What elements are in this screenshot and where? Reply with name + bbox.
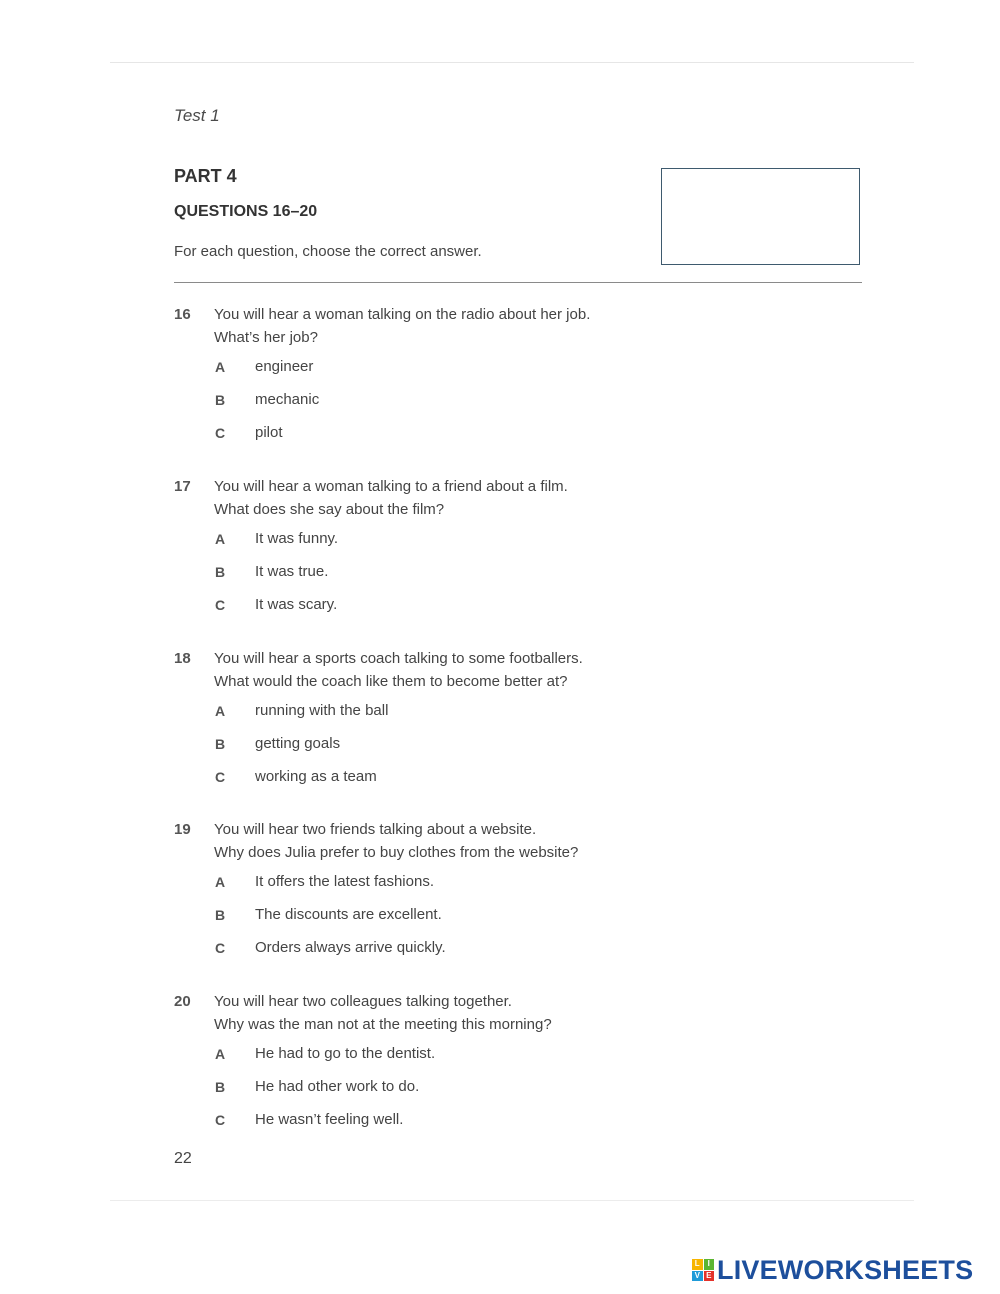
brand-name: LIVEWORKSHEETS xyxy=(717,1254,974,1285)
option-text[interactable]: getting goals xyxy=(255,735,341,752)
option-text[interactable]: mechanic xyxy=(255,391,320,408)
question-prompt: You will hear a sports coach talking to some footballers. xyxy=(214,650,583,667)
instructions: For each question, choose the correct answer. xyxy=(174,243,482,260)
page-number: 22 xyxy=(174,1150,192,1167)
option-text[interactable]: It was scary. xyxy=(255,596,338,613)
option-text[interactable]: He had to go to the dentist. xyxy=(255,1045,436,1062)
option-text[interactable]: It was true. xyxy=(255,563,329,580)
question-text: Why was the man not at the meeting this morning? xyxy=(214,1016,552,1033)
question-text: What does she say about the film? xyxy=(214,501,445,518)
questions-range: QUESTIONS 16–20 xyxy=(174,203,318,220)
option-letter: B xyxy=(215,1079,226,1095)
question-prompt: You will hear a woman talking to a friend about a film. xyxy=(214,478,568,495)
option-letter: C xyxy=(215,597,226,613)
option-letter: C xyxy=(215,769,226,785)
option-text[interactable]: The discounts are excellent. xyxy=(255,906,442,923)
option-letter: A xyxy=(215,874,226,890)
question-prompt: You will hear a woman talking on the radio about her job. xyxy=(214,306,591,323)
option-letter: B xyxy=(215,564,226,580)
option-text[interactable]: running with the ball xyxy=(255,702,389,719)
option-letter: C xyxy=(215,1112,226,1128)
option-text[interactable]: engineer xyxy=(255,358,314,375)
liveworksheets-brand[interactable] xyxy=(692,1255,973,1285)
question-number: 20 xyxy=(174,993,191,1010)
option-text[interactable]: pilot xyxy=(255,424,283,441)
section-divider xyxy=(174,282,862,283)
part-title: PART 4 xyxy=(174,166,237,186)
question-text: What’s her job? xyxy=(214,329,318,346)
bottom-divider xyxy=(110,1200,914,1201)
option-letter: A xyxy=(215,531,226,547)
option-text[interactable]: He wasn’t feeling well. xyxy=(255,1111,404,1128)
question-number: 19 xyxy=(174,821,191,838)
option-letter: B xyxy=(215,392,226,408)
option-text[interactable]: Orders always arrive quickly. xyxy=(255,939,446,956)
question-prompt: You will hear two friends talking about a website. xyxy=(214,821,537,838)
option-letter: C xyxy=(215,425,226,441)
question-text: What would the coach like them to become better at? xyxy=(214,673,568,690)
option-letter: B xyxy=(215,736,226,752)
liveworksheets-logo-icon: L I V E xyxy=(692,1259,714,1281)
option-letter: B xyxy=(215,907,226,923)
option-letter: A xyxy=(215,703,226,719)
question-text: Why does Julia prefer to buy clothes from the website? xyxy=(214,844,579,861)
option-text[interactable]: It was funny. xyxy=(255,530,339,547)
test-label: Test 1 xyxy=(174,106,220,125)
option-text[interactable]: working as a team xyxy=(255,768,377,785)
question-prompt: You will hear two colleagues talking together. xyxy=(214,993,512,1010)
question-number: 16 xyxy=(174,306,191,323)
answer-box[interactable] xyxy=(661,168,860,265)
question-number: 17 xyxy=(174,478,191,495)
top-divider xyxy=(110,62,914,63)
option-letter: C xyxy=(215,940,226,956)
option-text[interactable]: It offers the latest fashions. xyxy=(255,873,434,890)
option-text[interactable]: He had other work to do. xyxy=(255,1078,420,1095)
question-number: 18 xyxy=(174,650,191,667)
option-letter: A xyxy=(215,359,226,375)
option-letter: A xyxy=(215,1046,226,1062)
